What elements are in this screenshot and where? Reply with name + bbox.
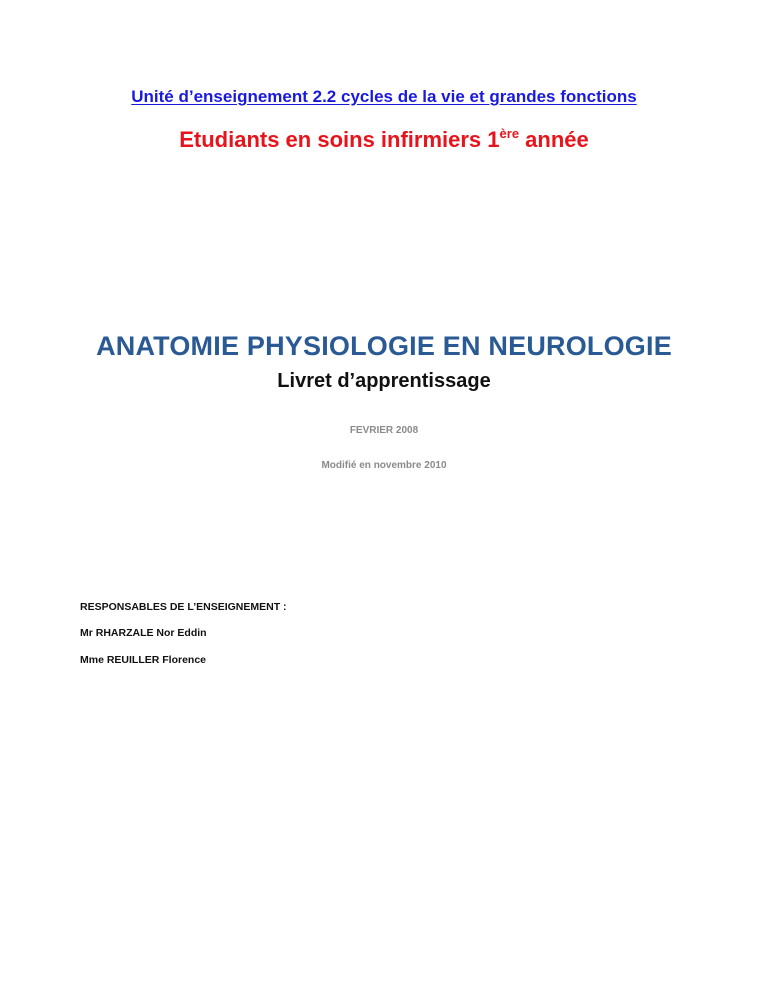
document-title: ANATOMIE PHYSIOLOGIE EN NEUROLOGIE <box>96 331 672 361</box>
unit-link[interactable]: Unité d’enseignement 2.2 cycles de la vie et grandes fonctions <box>131 87 637 106</box>
responsable-name: Mr RHARZALE Nor Eddin <box>80 627 207 639</box>
students-text: Etudiants en soins infirmiers 1 <box>179 127 500 152</box>
responsable-name: Mme REUILLER Florence <box>80 654 207 666</box>
students-tail: année <box>519 127 589 152</box>
document-subtitle: Livret d’apprentissage <box>277 370 491 392</box>
responsables-heading: RESPONSABLES DE L’ENSEIGNEMENT : <box>80 601 287 613</box>
document-date: FEVRIER 2008 <box>349 425 419 436</box>
students-heading <box>0 127 768 153</box>
students-superscript: ère <box>499 126 520 141</box>
modified-date: Modifié en novembre 2010 <box>321 460 447 471</box>
